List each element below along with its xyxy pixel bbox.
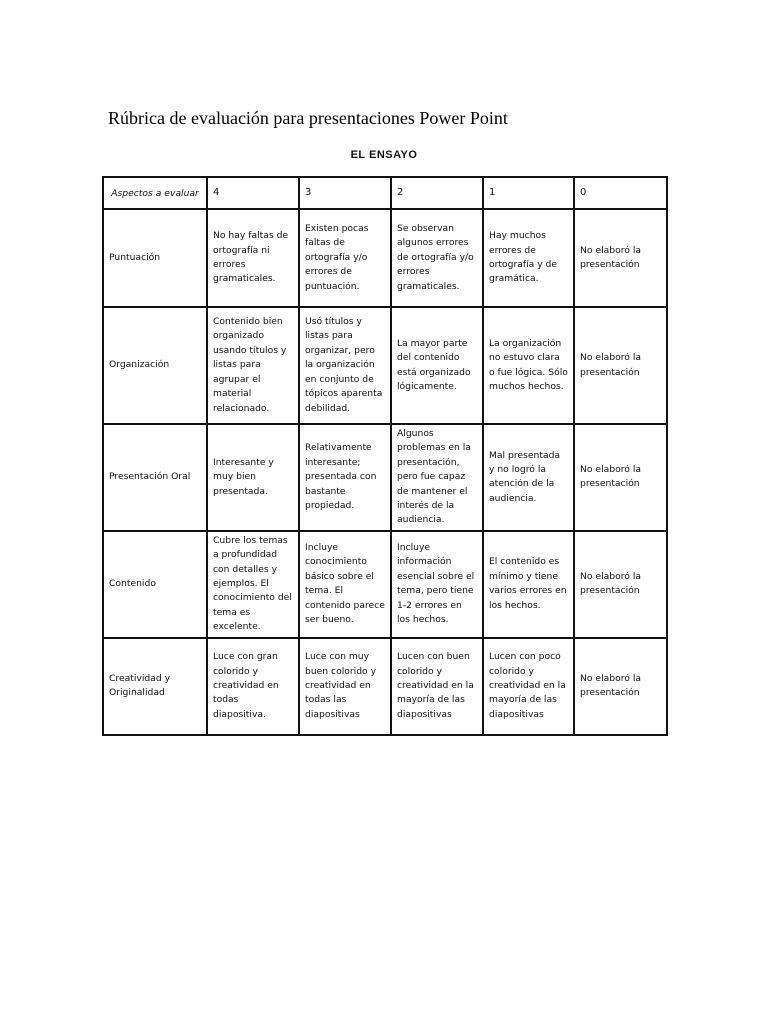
table-cell: Luce con muy buen colorido y creatividad en todas las diapositivas — [299, 638, 391, 735]
aspect-cell: Puntuación — [103, 209, 207, 307]
table-cell: No elaboró la presentación — [574, 307, 667, 424]
document-title: Rúbrica de evaluación para presentaciones Power Point — [108, 108, 508, 128]
table-row — [103, 531, 667, 638]
table-header-row — [103, 177, 667, 209]
header-cell-score-1: 1 — [483, 177, 574, 209]
header-cell-score-3: 3 — [299, 177, 391, 209]
table-cell: La organización no estuvo clara o fue lógica. Sólo muchos hechos. — [483, 307, 574, 424]
table-cell: Contenido bien organizado usando títulos y listas para agrupar el material relacionado. — [207, 307, 299, 424]
table-cell: Usó títulos y listas para organizar, pero la organización en conjunto de tópicos aparenta debilidad. — [299, 307, 391, 424]
table-row — [103, 209, 667, 307]
table-cell: Cubre los temas a profundidad con detalles y ejemplos. El conocimiento del tema es excelente. — [207, 531, 299, 638]
table-row — [103, 307, 667, 424]
table-cell: Hay muchos errores de ortografía y de gramática. — [483, 209, 574, 307]
table-row — [103, 424, 667, 531]
table-cell: Existen pocas faltas de ortografía y/o errores de puntuación. — [299, 209, 391, 307]
table-cell: Lucen con buen colorido y creatividad en la mayoría de las diapositivas — [391, 638, 483, 735]
header-cell-score-0: 0 — [574, 177, 667, 209]
table-cell: Mal presentada y no logró la atención de la audiencia. — [483, 424, 574, 531]
table-cell: Se observan algunos errores de ortografía y/o errores gramaticales. — [391, 209, 483, 307]
table-cell: La mayor parte del contenido está organizado lógicamente. — [391, 307, 483, 424]
table-row — [103, 638, 667, 735]
header-cell-score-4: 4 — [207, 177, 299, 209]
table-cell: Relativamente interesante; presentada con bastante propiedad. — [299, 424, 391, 531]
rubric-table — [102, 176, 668, 736]
aspect-cell: Organización — [103, 307, 207, 424]
table-cell: No hay faltas de ortografía ni errores gramaticales. — [207, 209, 299, 307]
table-cell: El contenido es mínimo y tiene varios errores en los hechos. — [483, 531, 574, 638]
table-cell: No elaboró la presentación — [574, 531, 667, 638]
aspect-cell: Creatividad y Originalidad — [103, 638, 207, 735]
table-cell: No elaboró la presentación — [574, 424, 667, 531]
table-cell: No elaboró la presentación — [574, 209, 667, 307]
header-cell-aspects: Aspectos a evaluar — [103, 177, 207, 209]
table-cell: Incluye información esencial sobre el tema, pero tiene 1-2 errores en los hechos. — [391, 531, 483, 638]
aspect-cell: Presentación Oral — [103, 424, 207, 531]
table-cell: Luce con gran colorido y creatividad en todas diapositiva. — [207, 638, 299, 735]
table-cell: Incluye conocimiento básico sobre el tema. El contenido parece ser bueno. — [299, 531, 391, 638]
table-cell: No elaboró la presentación — [574, 638, 667, 735]
table-cell: Algunos problemas en la presentación, pero fue capaz de mantener el interés de la audiencia. — [391, 424, 483, 531]
aspect-cell: Contenido — [103, 531, 207, 638]
document-subtitle: EL ENSAYO — [350, 149, 418, 161]
table-cell: Lucen con poco colorido y creatividad en la mayoría de las diapositivas — [483, 638, 574, 735]
header-cell-score-2: 2 — [391, 177, 483, 209]
table-cell: Interesante y muy bien presentada. — [207, 424, 299, 531]
